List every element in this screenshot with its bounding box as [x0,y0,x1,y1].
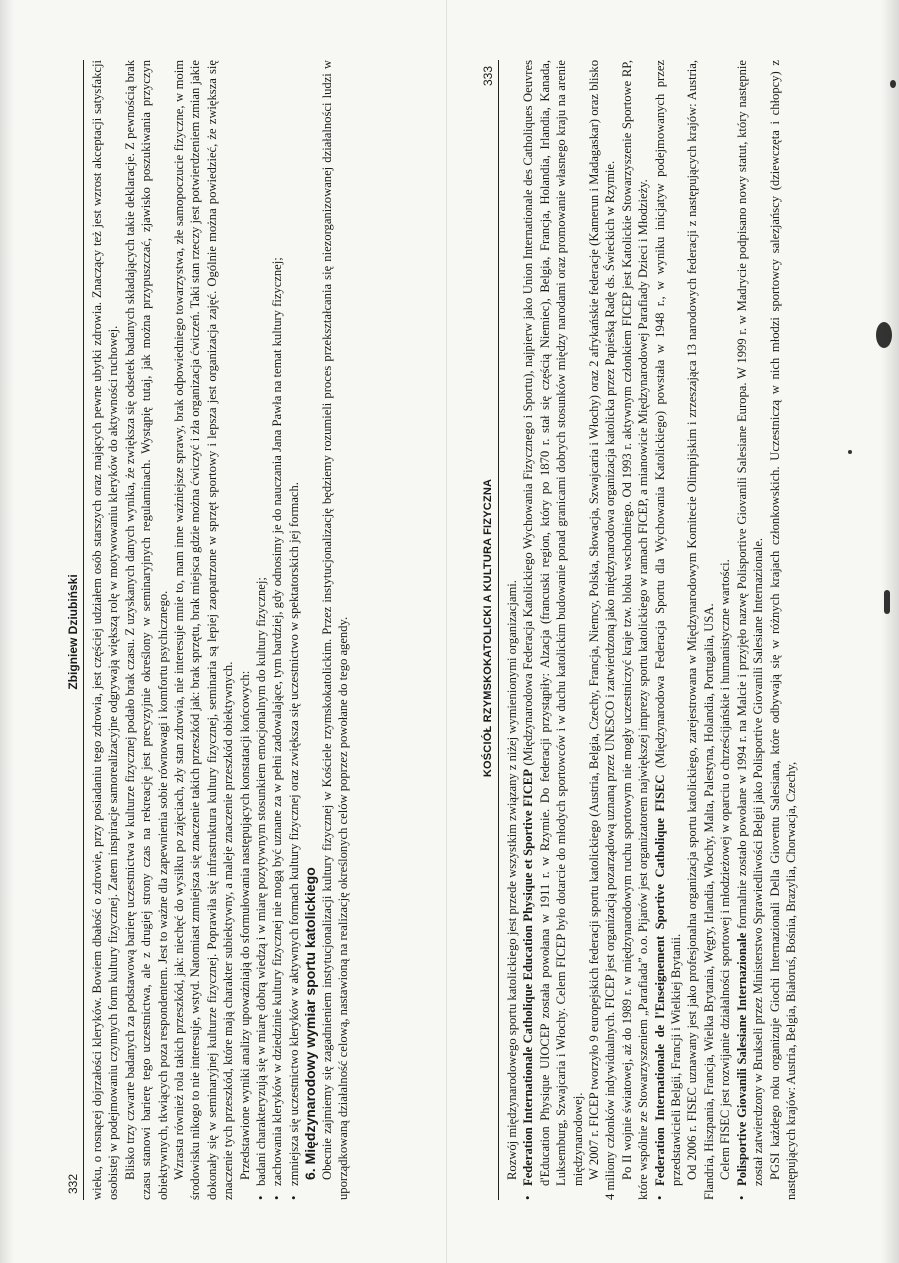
paragraph: Wzrasta również rola takich przeszkód, jak: niechęć do wysiłku po zajęciach, zły stan zdrowia, nie interesuje mnie to, mam inne ważniejsze sprawy, brak odpowiedniego towarzystwa, złe samopoczucie fizyczne, w moim środowisku nikogo to nie interesuje, wstyd. Natomiast zmniejsza się znaczenie takich przeszkód jak: brak sprzętu, brak miejsca gdzie można ćwiczyć i zła organizacja ćwiczeń. Taki stan rzeczy jest potwierdzeniem zmian jakie dokonały się w seminaryjnej kulturze fizycznej. Poprawiła się infrastruktura kultury fizycznej, seminaria są lepiej zaopatrzone w sprzęt sportowy i lepsza jest organizacja zajęć. Ogólnie można powiedzieć, że zwiększa się znaczenie tych przeszkód, które mają charakter subiektywny, a maleje znaczenie przeszkód obiektywnych. [172,60,236,1200]
paragraph: Celem FISEC jest rozwijanie działalności sportowej i młodzieżowej w oparciu o chrześcijańskie i humanistyczne wartości. [718,559,733,1180]
paragraph: Przedstawione wyniki analizy upoważniają do sformułowania następujących konstatacji końcowych: [237,670,252,1180]
organization-name: Federation Internationale de l'Enseignement Sportive Catholique FISEC [652,774,667,1186]
paragraph: wieku, o rosnącej dojrzałości kleryków. Bowiem dbałość o zdrowie, przy posiadaniu tego zdrowia, jest częściej udziałem osób starszych oraz mających pewne ubytki zdrowia. Znaczący też jest wzrost akceptacji satysfakcji osobistej w podejmowaniu czynnych form kultury fizycznej. Zatem inspiracje samorealizacyjne odgrywają większą rolę w motywowaniu kleryków do aktywności ruchowej. [90,60,121,1200]
bullet-text: (Międzynarodowa Federacja Katolickiego Wychowania Fizycznego i Sportu), najpierw jako Union Internationale des Catholiques Oeuvres d'Education Physique UIOCEP została powołana w 1911 r. w Rzymie. Do federacji przystąpiły: Alzacja (francuski region, który po 1870 r. stał się częścią Niemiec), Belgia, Francja, Holandia, Irlandia, Kanada, Luksemburg, Szwajcaria i Włochy. Celem FICEP było dotarcie do młodych sportowców i w duchu katolickim budowanie ponad granicami dobrych stosunków między narodami oraz promowanie własnego kraju na arenie międzynarodowej. [521,60,585,1186]
organization-name: Federation Internationale Catholique Education Physique et Sportive FICEP [521,769,536,1186]
bullet-item: • zmniejsza się uczestnictwo kleryków w aktywnych formach kultury fizycznej oraz zwiększa się uczestnictwo w spektatorskich jej formach. [286,60,302,1200]
scan-edge-left [0,0,14,1263]
bullet-item: • badani charakteryzują się w miarę dobrą wiedzą i w miarę pozytywnym stosunkiem emocjonalnym do kultury fizycznej; [253,60,269,1200]
scan-ink-speck [890,80,896,88]
scan-ink-speck [848,450,852,454]
scan-ink-speck [884,590,890,614]
paragraph: Blisko trzy czwarte badanych za podstawową barierę uczestnictwa w kulturze fizycznej podało brak czasu. Z uzyskanych danych wynika, że zwiększa się odsetek badanych składających takie deklaracje. Z pewnością brak czasu stanowi barierę tego uczestnictwa, ale z drugiej strony czas na rekreację jest precyzyjnie określony w seminaryjnych regulaminach. Wystąpię tutaj, jak można przypuszczać, zjawisko poszukiwania przyczyn obiektywnych, tkwiących poza respondentem. Jest to ważne dla zapewnienia sobie równowagi i komfortu psychicznego. [122,60,170,1200]
running-head: KOŚCIÓŁ RZYMSKOKATOLICKI A KULTURA FIZYCZNA [482,478,494,778]
paragraph: W 2007 r. FICEP tworzyło 9 europejskich federacji sportu katolickiego (Austria, Belgia, Czechy, Francja, Niemcy, Polska, Słowacja, Szwajcaria i Włochy) oraz 2 afrykańskie federacje (Kamerun i Madagaskar) oraz blisko 4 miliony członków indywidualnych. FICEP jest organizacją pozarządową uznaną przez UNESCO i zatwierdzoną jako międzynarodowa organizacja katolicka przez Papieską Radę ds. Świeckich w Rzymie. [587,60,618,1200]
running-head: Zbigniew Dziubiński [66,574,80,690]
scan-edge-right [881,0,899,1263]
page-header [481,60,499,1200]
page-body [89,60,352,1200]
page-number: 332 [66,1173,80,1194]
page-body [504,60,799,1200]
paragraph: Rozwój międzynarodowego sportu katolickiego jest przede wszystkim związany z niżej wymienionymi organizacjami. [505,580,519,1180]
bullet-text: formalnie zostało powołane w 1994 r. na Malcie i przyjęło nazwę Polisportive Giovanili Salesiane Europa. W 1999 r. w Madrycie podpisano nowy statut, który następnie został zatwierdzony w Brukseli przez Ministerstwo Sprawiedliwości Belgii jako Polisportive Giovanili Salesiane Internazionale. [734,59,766,1186]
bullet-text: (Międzynarodowa Federacja Sportu dla Wychowania Katolickiego) powstała w 1948 r., w wyniku inicjatyw podejmowanych przez przedstawicieli Belgii, Francji i Wielkiej Brytanii. [652,60,684,1186]
bullet-item [520,60,586,1200]
paragraph: Po II wojnie światowej, aż do 1989 r. w międzynarodowym ruchu sportowym nie mogły uczestniczyć kraje tzw. bloku wschodniego. Od 1993 r. aktywnym członkiem FICEP jest Katolickie Stowarzyszenie Sportowe RP, które wspólnie ze Stowarzyszeniem „Parafiada” o.o. Pijarów jest organizatorem największej imprezy sportu katolickiego w ramach FICEP, a mianowicie Międzynarodowej Parafiady Dzieci i Młodzieży. [619,60,651,1200]
book-gutter [446,0,447,1263]
bullet-item [652,60,685,1200]
paragraph: Obecnie zajmiemy się zagadnieniem instytucjonalizacji kultury fizycznej w Kościele rzymskokatolickim. Przez instytucjonalizację będziemy rozumieli proces przekształcania się niezorganizowanej działalności ludzi w uporządkowaną działalność celową, nastawioną na realizację określonych celów poprzez powołane do tego agendy. [319,60,351,1200]
bullet-item: • zachowania kleryków w dziedzinie kultury fizycznej nie mogą być uznane za w pełni zadowalające, tym bardziej, gdy odnosimy je do nauczania Jana Pawła na temat kultury fizycznej; [269,60,285,1200]
page-333 [475,50,855,1210]
page-number: 333 [481,66,495,87]
page-header [66,60,84,1200]
organization-name: Polisportive Giovanili Salesiane Internazionale [734,932,749,1186]
paragraph: Od 2006 r. FISEC uznawany jest jako profesjonalna organizacja sportu katolickiego, zarejestrowana w Międzynarodowym Komitecie Olimpijskim i zrzeszająca 13 narodowych federacji z następujących krajów: Austria, Flandria, Hiszpania, Francja, Wielka Brytania, Węgry, Irlandia, Włochy, Malta, Palestyna, Holandia, Portugalia, USA. [685,60,716,1200]
bullet-item [734,60,767,1200]
page-332 [60,50,440,1210]
section-heading: 6. Międzynarodowy wymiar sportu katolickiego [302,867,319,1180]
scan-ink-blot [876,322,892,348]
paragraph: PGSI każdego roku organizuje Giochi Internazionali Della Gioventu Salesiana, które odbywają się w różnych krajach członkowskich. Uczestniczą w nich młodzi sportowcy salezjańscy (dziewczęta i chłopcy) z następujących krajów: Austria, Belgia, Białoruś, Bośnia, Brazylia, Chorwacja, Czechy, [767,60,798,1200]
